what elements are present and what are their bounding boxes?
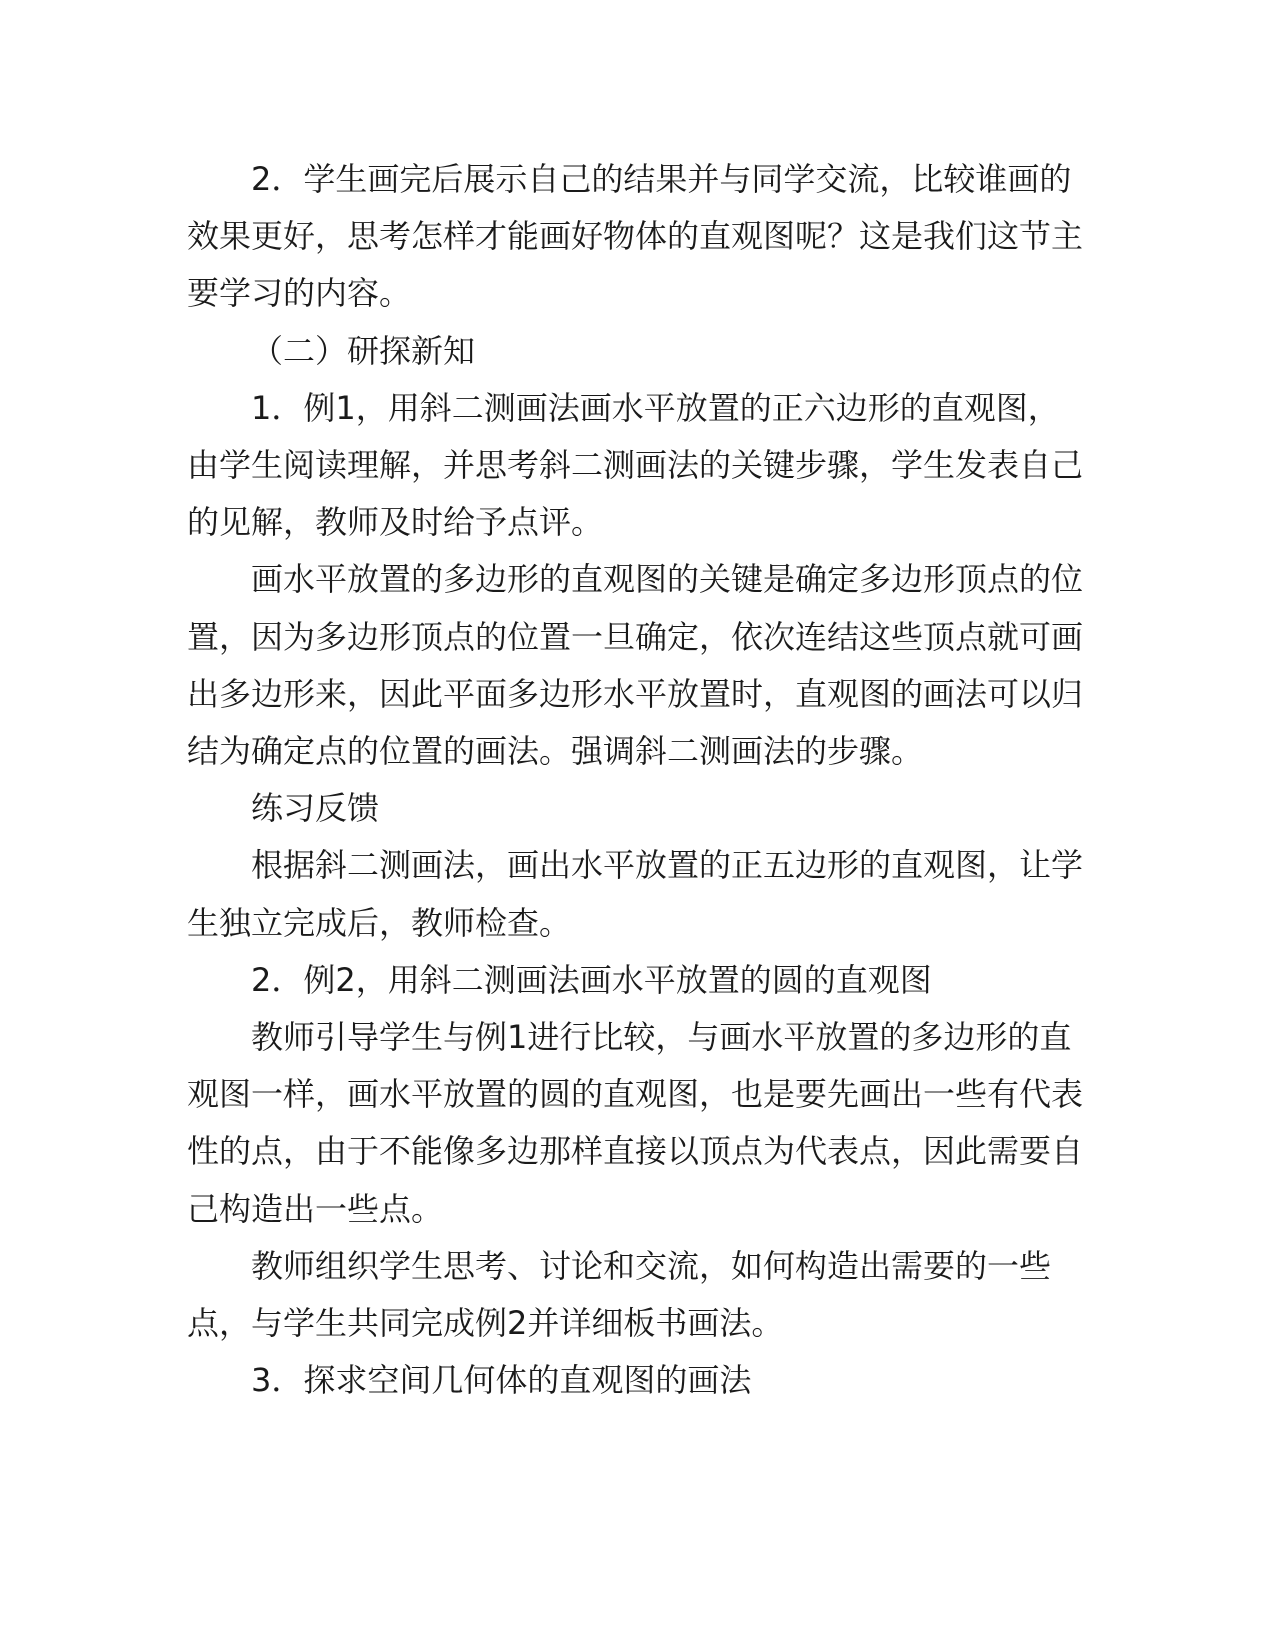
- paragraph-example-1-hexagon: 1．例1，用斜二测画法画水平放置的正六边形的直观图，由学生阅读理解，并思考斜二测画法的关键步骤，学生发表自己的见解，教师及时给予点评。: [187, 388, 1084, 542]
- paragraph-pentagon-exercise: 根据斜二测画法，画出水平放置的正五边形的直观图，让学生独立完成后，教师检查。: [187, 846, 1084, 942]
- section-heading-explore-new-knowledge: （二）研探新知: [251, 331, 476, 370]
- subheading-practice-feedback: 练习反馈: [251, 789, 380, 828]
- paragraph-polygon-key-points: 画水平放置的多边形的直观图的关键是确定多边形顶点的位置，因为多边形顶点的位置一旦确定，依次连结这些顶点就可画出多边形来，因此平面多边形水平放置时，直观图的画法可以归结为确定点的位置的画法。强调斜二测画法的步骤。: [187, 560, 1084, 771]
- paragraph-example-2-circle: 2．例2，用斜二测画法画水平放置的圆的直观图: [251, 960, 932, 999]
- document-body: [187, 151, 1087, 1409]
- paragraph-step-2-display-results: 2．学生画完后展示自己的结果并与同学交流，比较谁画的效果更好，思考怎样才能画好物体的直观图呢？这是我们这节主要学习的内容。: [187, 160, 1084, 313]
- paragraph-compare-with-example-1: 教师引导学生与例1进行比较，与画水平放置的多边形的直观图一样，画水平放置的圆的直观图，也是要先画出一些有代表性的点，由于不能像多边那样直接以顶点为代表点，因此需要自己构造出一些点。: [187, 1018, 1084, 1228]
- paragraph-step-3-solid-figures: 3．探求空间几何体的直观图的画法: [251, 1361, 752, 1400]
- paragraph-construct-points-discussion: 教师组织学生思考、讨论和交流，如何构造出需要的一些点，与学生共同完成例2并详细板书画法。: [187, 1246, 1052, 1343]
